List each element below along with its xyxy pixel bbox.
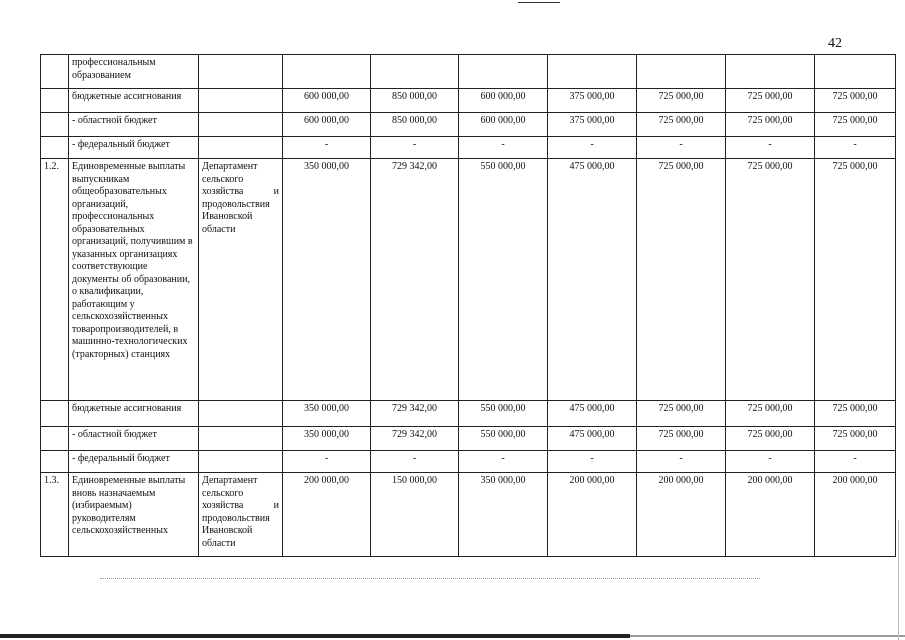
- value-cell: -: [637, 137, 726, 159]
- row-executor: Департамент сельского хозяйства и продовольствия Ивановской области: [199, 473, 283, 557]
- scan-bottom-edge-shadow: [630, 635, 905, 637]
- scan-right-edge: [898, 520, 899, 640]
- value-cell: [371, 55, 459, 89]
- value-cell: 725 000,00: [637, 159, 726, 401]
- value-cell: 600 000,00: [283, 113, 371, 137]
- value-cell: 600 000,00: [459, 113, 548, 137]
- row-name: Единовременные выплаты вновь назначаемым (избираемым) руководителям сельскохозяйственных: [69, 473, 199, 557]
- value-cell: [283, 55, 371, 89]
- value-cell: 725 000,00: [637, 89, 726, 113]
- row-executor: [199, 113, 283, 137]
- row-number: [41, 137, 69, 159]
- row-number: 1.2.: [41, 159, 69, 401]
- row-executor: Департамент сельского хозяйства и продовольствия Ивановской области: [199, 159, 283, 401]
- value-cell: 725 000,00: [726, 89, 815, 113]
- value-cell: -: [726, 451, 815, 473]
- value-cell: 725 000,00: [815, 159, 896, 401]
- value-cell: -: [371, 137, 459, 159]
- row-executor: [199, 401, 283, 427]
- value-cell: 725 000,00: [637, 401, 726, 427]
- table-row: [41, 451, 896, 473]
- value-cell: [548, 55, 637, 89]
- table-row: [41, 89, 896, 113]
- value-cell: 550 000,00: [459, 401, 548, 427]
- budget-table: [40, 54, 896, 557]
- row-name: Единовременные выплаты выпускникам общеобразовательных организаций, профессиональных образовательных организаций, получившим в указанных организациях соответствующие документы об образовании, о квалификации, работающим у сельскохозяйственных товаропроизводителей, в машинно-технологических (тракторных) станциях: [69, 159, 199, 401]
- table-row: [41, 137, 896, 159]
- table-row: [41, 401, 896, 427]
- value-cell: 725 000,00: [815, 427, 896, 451]
- table-row: [41, 473, 896, 557]
- value-cell: 729 342,00: [371, 427, 459, 451]
- value-cell: 725 000,00: [726, 427, 815, 451]
- value-cell: 200 000,00: [283, 473, 371, 557]
- page-number: 42: [828, 36, 842, 51]
- value-cell: -: [548, 451, 637, 473]
- value-cell: 475 000,00: [548, 401, 637, 427]
- value-cell: 725 000,00: [815, 401, 896, 427]
- row-name: - федеральный бюджет: [69, 137, 199, 159]
- value-cell: -: [815, 451, 896, 473]
- value-cell: 850 000,00: [371, 89, 459, 113]
- value-cell: 725 000,00: [637, 113, 726, 137]
- value-cell: 350 000,00: [283, 427, 371, 451]
- top-rule: [518, 2, 560, 3]
- value-cell: -: [726, 137, 815, 159]
- row-name: - федеральный бюджет: [69, 451, 199, 473]
- value-cell: 475 000,00: [548, 427, 637, 451]
- value-cell: [459, 55, 548, 89]
- row-executor: [199, 89, 283, 113]
- row-executor: [199, 427, 283, 451]
- value-cell: 600 000,00: [283, 89, 371, 113]
- value-cell: 350 000,00: [459, 473, 548, 557]
- value-cell: 375 000,00: [548, 89, 637, 113]
- value-cell: 725 000,00: [637, 427, 726, 451]
- row-name: бюджетные ассигнования: [69, 401, 199, 427]
- value-cell: -: [815, 137, 896, 159]
- value-cell: 200 000,00: [815, 473, 896, 557]
- value-cell: -: [283, 451, 371, 473]
- value-cell: -: [459, 137, 548, 159]
- row-number: [41, 113, 69, 137]
- value-cell: 200 000,00: [637, 473, 726, 557]
- row-name: - областной бюджет: [69, 113, 199, 137]
- row-number: 1.3.: [41, 473, 69, 557]
- value-cell: 375 000,00: [548, 113, 637, 137]
- row-executor: [199, 137, 283, 159]
- scan-dotted-line: [100, 578, 760, 579]
- value-cell: 600 000,00: [459, 89, 548, 113]
- table-row: [41, 427, 896, 451]
- value-cell: 729 342,00: [371, 401, 459, 427]
- value-cell: 550 000,00: [459, 427, 548, 451]
- value-cell: 350 000,00: [283, 159, 371, 401]
- row-name: профессиональным образованием: [69, 55, 199, 89]
- value-cell: 350 000,00: [283, 401, 371, 427]
- value-cell: [637, 55, 726, 89]
- table-row: [41, 113, 896, 137]
- value-cell: -: [548, 137, 637, 159]
- row-name: - областной бюджет: [69, 427, 199, 451]
- row-number: [41, 427, 69, 451]
- value-cell: 725 000,00: [726, 159, 815, 401]
- value-cell: [815, 55, 896, 89]
- row-executor: [199, 451, 283, 473]
- value-cell: 729 342,00: [371, 159, 459, 401]
- value-cell: 725 000,00: [815, 89, 896, 113]
- value-cell: 550 000,00: [459, 159, 548, 401]
- value-cell: 200 000,00: [726, 473, 815, 557]
- row-number: [41, 401, 69, 427]
- table-row: [41, 159, 896, 401]
- value-cell: -: [637, 451, 726, 473]
- row-number: [41, 451, 69, 473]
- value-cell: -: [371, 451, 459, 473]
- value-cell: -: [459, 451, 548, 473]
- value-cell: 150 000,00: [371, 473, 459, 557]
- row-name: бюджетные ассигнования: [69, 89, 199, 113]
- value-cell: 850 000,00: [371, 113, 459, 137]
- value-cell: 200 000,00: [548, 473, 637, 557]
- row-executor: [199, 55, 283, 89]
- value-cell: [726, 55, 815, 89]
- value-cell: 475 000,00: [548, 159, 637, 401]
- value-cell: -: [283, 137, 371, 159]
- value-cell: 725 000,00: [726, 401, 815, 427]
- value-cell: 725 000,00: [726, 113, 815, 137]
- row-number: [41, 55, 69, 89]
- table-row: [41, 55, 896, 89]
- value-cell: 725 000,00: [815, 113, 896, 137]
- row-number: [41, 89, 69, 113]
- scan-bottom-edge: [0, 634, 630, 638]
